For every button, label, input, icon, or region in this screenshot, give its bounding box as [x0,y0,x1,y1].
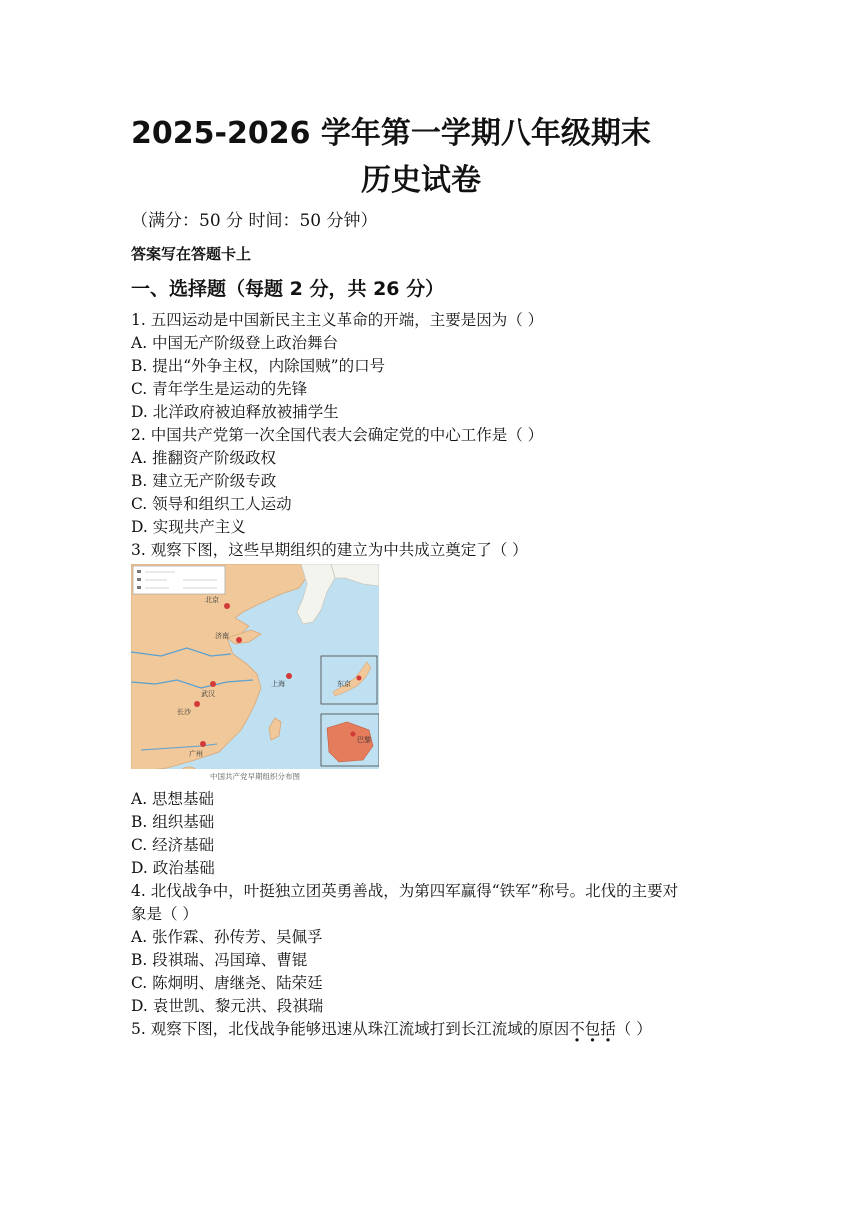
question-4-option-c: C. 陈炯明、唐继尧、陆荣廷 [131,974,323,992]
marker-guangzhou [200,741,206,747]
question-2-option-d: D. 实现共产主义 [131,518,246,536]
label-shanghai: 上海 [271,680,285,688]
question-2-option-b: B. 建立无产阶级专政 [131,472,277,490]
question-1-option-a: A. 中国无产阶级登上政治舞台 [131,334,339,352]
question-3-stem: 3. 观察下图，这些早期组织的建立为中共成立奠定了（ ） [131,541,528,559]
question-4-stem-line-2: 象是（ ） [131,905,198,923]
title-line-1: 2025-2026 学年第一学期八年级期末 [131,116,651,151]
question-2-stem: 2. 中国共产党第一次全国代表大会确定党的中心工作是（ ） [131,426,544,444]
marker-tokyo [357,676,362,681]
label-jinan: 济南 [215,632,229,640]
question-5-stem [131,1019,652,1039]
marker-wuhan [210,681,216,687]
marker-jinan [236,637,242,643]
question-3-option-c: C. 经济基础 [131,836,215,854]
marker-shanghai [286,673,292,679]
answer-note: 答案写在答题卡上 [131,245,252,263]
marker-paris [351,732,356,737]
question-2-option-a: A. 推翻资产阶级政权 [131,449,277,467]
exam-info: （满分：50 分 时间：50 分钟） [131,211,378,231]
section-title: 一、选择题（每题 2 分，共 26 分） [131,278,445,300]
early-party-organizations-map [131,564,379,782]
question-1-option-b: B. 提出“外争主权，内除国贼”的口号 [131,357,386,375]
question-1-option-c: C. 青年学生是运动的先锋 [131,380,308,398]
map-caption: 中国共产党早期组织分布图 [210,772,300,781]
question-4-stem-line-1: 4. 北伐战争中，叶挺独立团英勇善战，为第四军赢得“铁军”称号。北伐的主要对 [131,882,679,900]
emphasis-char: 包 [584,1020,601,1038]
label-guangzhou: 广州 [189,750,203,758]
question-5-stem-suffix: （ ） [615,1020,652,1038]
title-line-2: 历史试卷 [361,163,481,198]
question-2-option-c: C. 领导和组织工人运动 [131,495,292,513]
question-1-stem: 1. 五四运动是中国新民主主义革命的开端，主要是因为（ ） [131,311,544,329]
question-4-option-b: B. 段祺瑞、冯国璋、曹锟 [131,951,308,969]
emphasis-char: 括 [600,1020,616,1038]
question-4-option-a: A. 张作霖、孙传芳、吴佩孚 [131,928,323,946]
label-changsha: 长沙 [177,708,191,716]
question-3-option-a: A. 思想基础 [131,790,215,808]
marker-changsha [194,701,200,707]
label-tokyo: 东京 [337,680,351,688]
label-beijing: 北京 [205,596,219,604]
question-5-stem-prefix: 5. 观察下图，北伐战争能够迅速从珠江流域打到长江流域的原因 [131,1020,570,1038]
emphasis-char: 不 [569,1020,585,1038]
label-wuhan: 武汉 [201,690,215,698]
question-1-option-d: D. 北洋政府被迫释放被捕学生 [131,403,339,421]
question-4-option-d: D. 袁世凯、黎元洪、段祺瑞 [131,997,324,1015]
label-paris: 巴黎 [357,736,371,744]
marker-beijing [224,603,230,609]
question-3-option-b: B. 组织基础 [131,813,215,831]
question-3-option-d: D. 政治基础 [131,859,215,877]
